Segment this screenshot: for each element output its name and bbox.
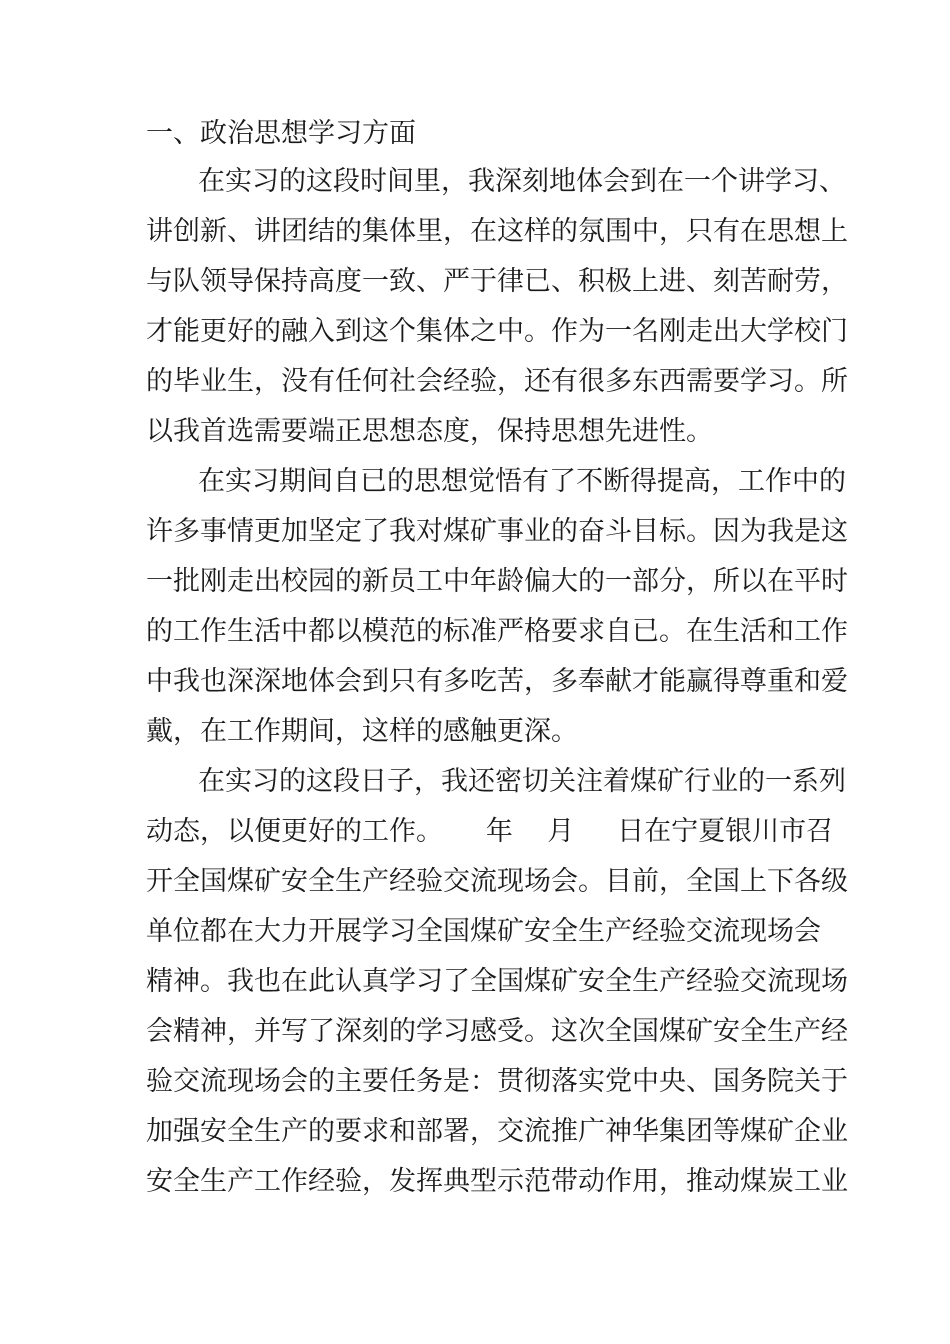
paragraph-line: 戴，在工作期间，这样的感触更深。 [146, 716, 578, 747]
paragraph-line: 在实习的这段时间里，我深刻地体会到在一个讲学习、 [198, 166, 846, 197]
paragraph-line: 在实习期间自已的思想觉悟有了不断得提高，工作中的 [198, 466, 846, 497]
paragraph-line: 安全生产工作经验，发挥典型示范带动作用，推动煤炭工业 [146, 1166, 848, 1197]
paragraph-line: 单位都在大力开展学习全国煤矿安全生产经验交流现场会 [146, 916, 821, 947]
paragraph-line: 会精神，并写了深刻的学习感受。这次全国煤矿安全生产经 [146, 1016, 848, 1047]
paragraph-line: 一批刚走出校园的新员工中年龄偏大的一部分，所以在平时 [146, 566, 848, 597]
paragraph-line: 以我首选需要端正思想态度，保持思想先进性。 [146, 416, 713, 447]
paragraph-line: 与队领导保持高度一致、严于律已、积极上进、刻苦耐劳， [146, 266, 848, 297]
paragraph-line: 加强安全生产的要求和部署，交流推广神华集团等煤矿企业 [146, 1116, 848, 1147]
paragraph-line: 许多事情更加坚定了我对煤矿事业的奋斗目标。因为我是这 [146, 516, 848, 547]
paragraph-line: 中我也深深地体会到只有多吃苦，多奉献才能赢得尊重和爱 [146, 666, 848, 697]
section-heading: 一、政治思想学习方面 [146, 118, 416, 149]
paragraph-line: 验交流现场会的主要任务是：贯彻落实党中央、国务院关于 [146, 1066, 848, 1097]
paragraph-line: 的工作生活中都以模范的标准严格要求自已。在生活和工作 [146, 616, 848, 647]
paragraph-line: 动态，以便更好的工作。 年 月 日在宁夏银川市召 [146, 816, 834, 847]
paragraph-line: 才能更好的融入到这个集体之中。作为一名刚走出大学校门 [146, 316, 848, 347]
paragraph-line: 的毕业生，没有任何社会经验，还有很多东西需要学习。所 [146, 366, 848, 397]
paragraph-line: 讲创新、讲团结的集体里，在这样的氛围中，只有在思想上 [146, 216, 848, 247]
paragraph-line: 在实习的这段日子，我还密切关注着煤矿行业的一系列 [198, 766, 846, 797]
paragraph-line: 开全国煤矿安全生产经验交流现场会。目前，全国上下各级 [146, 866, 848, 897]
paragraph-line: 精神。我也在此认真学习了全国煤矿安全生产经验交流现场 [146, 966, 848, 997]
